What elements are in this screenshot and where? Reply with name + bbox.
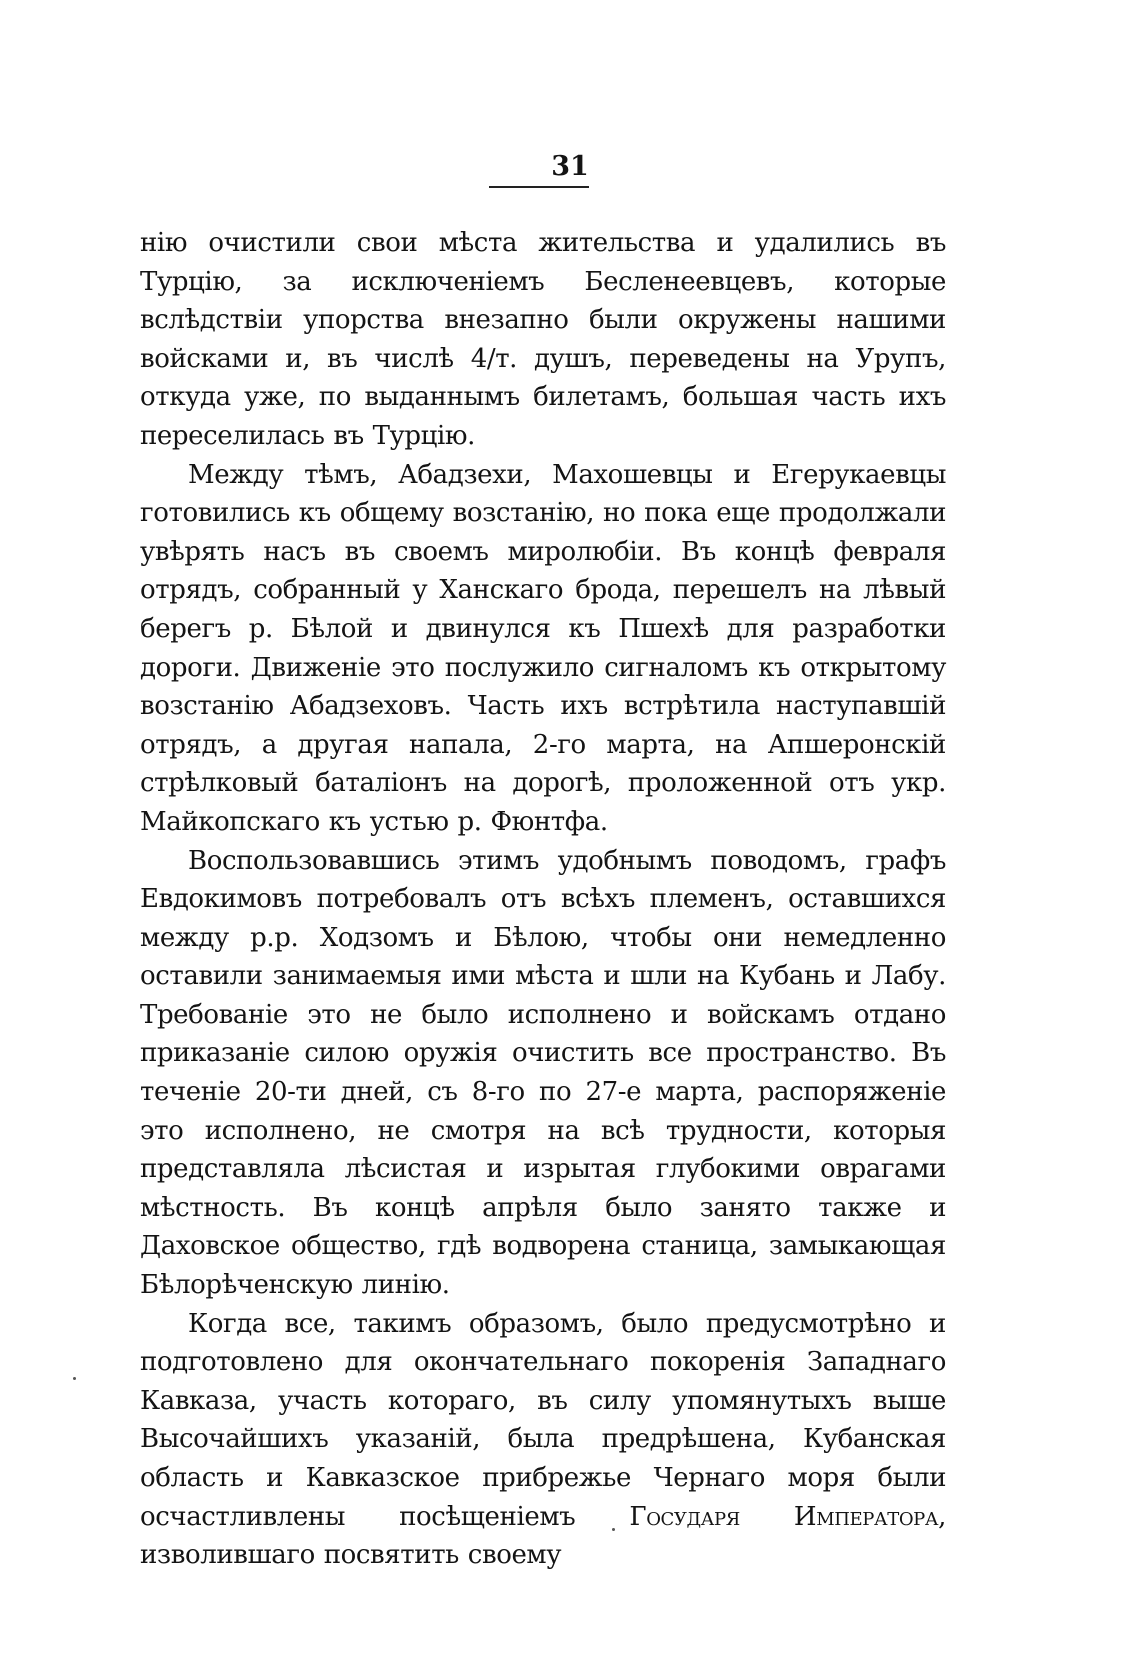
paragraph-2: Между тѣмъ, Абадзехи, Махошевцы и Егерукаевцы готовились къ общему возстанію, но пока еще продолжали увѣрять насъ въ своемъ миролюбіи. Въ концѣ февраля отрядъ, собранный у Ханскаго брода, перешелъ на лѣвый берегъ р. Бѣлой и двинулся къ Пшехѣ для разработки дороги. Движеніе это послужило сигналомъ къ открытому возстанію Абадзеховъ. Часть ихъ встрѣтила наступавшій отрядъ, а другая напала, 2-го марта, на Апшеронскій стрѣлковый баталіонъ на дорогѣ, проложенной отъ укр. Майкопскаго къ устью р. Фюнтфа. xyxy=(140,459,946,837)
paragraph-4-text-before: Когда все, такимъ образомъ, было предусмотрѣно и подготовлено для окончательнаго покоренія Западнаго Кавказа, участь котораго, въ силу упомянутыхъ выше Высочайшихъ указаній, была предрѣшена, Кубанская область и Кавказское прибрежье Чернаго моря были осчастливлены посѣщеніемъ xyxy=(140,1308,946,1532)
paragraph-4 xyxy=(140,1305,946,1575)
emperor-title-small-caps: Государя Императора xyxy=(629,1501,939,1532)
scan-speck xyxy=(612,1528,615,1531)
page-number: 31 xyxy=(551,151,589,182)
scan-speck xyxy=(73,1377,76,1380)
paragraph-1: нію очистили свои мѣста жительства и удалились въ Турцію, за исключеніемъ Бесленеевцевъ, которые вслѣдствіи упорства внезапно были окружены нашими войсками и, въ числѣ 4/т. душъ, переведены на Урупъ, откуда уже, по выданнымъ билетамъ, большая часть ихъ переселилась въ Турцію. xyxy=(140,228,946,451)
page-number-rule xyxy=(489,186,589,188)
paragraph-4-text-after: , изволившаго посвятить своему xyxy=(140,1501,946,1571)
text-body xyxy=(140,224,946,1575)
paragraph-3: Воспользовавшись этимъ удобнымъ поводомъ, графъ Евдокимовъ потребовалъ отъ всѣхъ племенъ, оставшихся между р.р. Ходзомъ и Бѣлою, чтобы они немедленно оставили занимаемыя ими мѣста и шли на Кубань и Лабу. Требованіе это не было исполнено и войскамъ отдано приказаніе силою оружія очистить все пространство. Въ теченіе 20-ти дней, съ 8-го по 27-е марта, распоряженіе это исполнено, не смотря на всѣ трудности, которыя представляла лѣсистая и изрытая глубокими оврагами мѣстность. Въ концѣ апрѣля было занято также и Даховское общество, гдѣ водворена станица, замыкающая Бѣлорѣченскую линію. xyxy=(140,845,946,1301)
